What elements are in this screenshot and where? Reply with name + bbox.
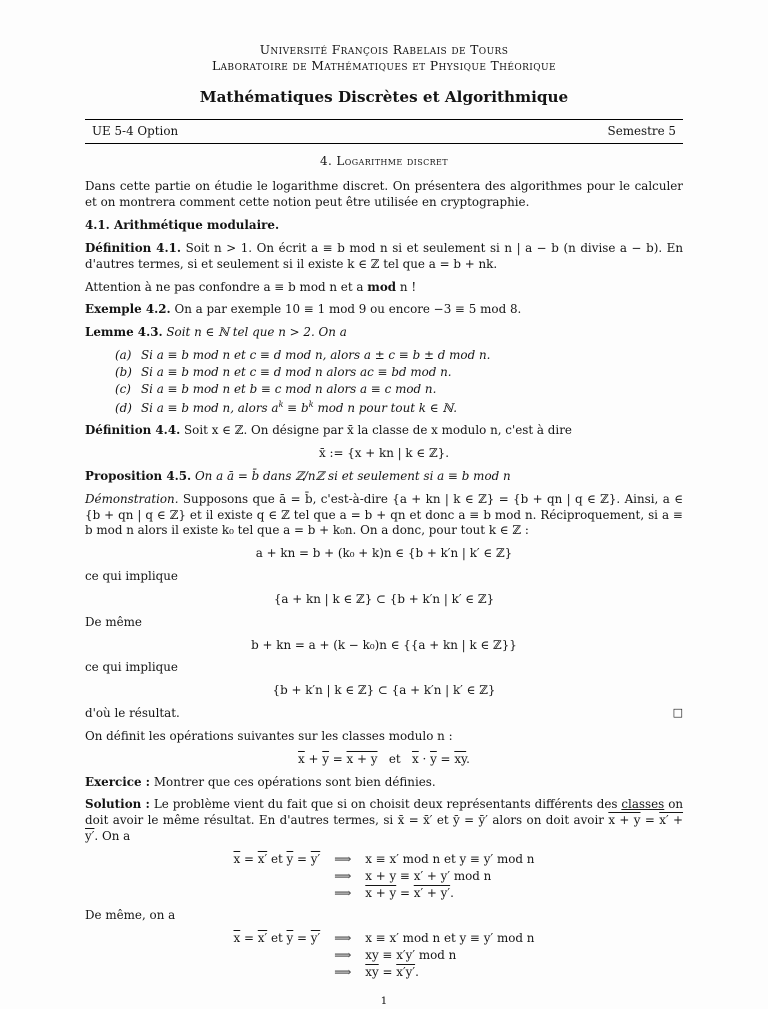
attention-note: Attention à ne pas confondre a ≡ b mod n et a mod n ! xyxy=(85,279,417,294)
implies-arrow: ⟹ xyxy=(334,885,352,900)
proof-formula-1: a + kn = b + (k₀ + k)n ∈ {b + k′n | k′ ∈ ℤ} xyxy=(255,546,513,561)
derivation-spacer xyxy=(234,948,321,964)
proof-formula-3: b + kn = a + (k − k₀)n ∈ {{a + kn | k ∈ ℤ}} xyxy=(251,637,517,652)
lemma-4-3-label: Lemme 4.3. xyxy=(85,325,163,340)
proof-body: Supposons que ā = b̄, c'est-à-dire {a + kn | k ∈ ℤ} = {b + qn | q ∈ ℤ}. Ainsi, a ∈ {b + qn | q ∈ ℤ} et il existe q ∈ ℤ tel que a = b + qn et donc a ≡ b mod n. Réciproquement, si a ≡ b mod n alors il existe k₀ tel que a = b + k₀n. On a donc, pour tout k ∈ ℤ : xyxy=(85,491,683,538)
lemma-item-b-text: Si a ≡ b mod n et c ≡ d mod n alors ac ≡ bd mod n. xyxy=(141,364,452,379)
lemma-item-a-label: (a) xyxy=(115,348,132,363)
implies-arrow: ⟹ xyxy=(334,948,352,963)
intro-paragraph: Dans cette partie on étudie le logarithme discret. On présentera des algorithmes pour le calculer et on montrera comment cette notion peut être utilisée en cryptographie. xyxy=(85,179,683,210)
definition-4-1-body: Soit n > 1. On écrit a ≡ b mod n si et seulement si n | a − b (n divise a − b). En d'autres termes, si et seulement si il existe k ∈ ℤ tel que a = b + nk. xyxy=(85,240,684,271)
proof-connector-2: De même xyxy=(85,614,142,629)
lemma-item-a-text: Si a ≡ b mod n et c ≡ d mod n, alors a ± c ≡ b ± d mod n. xyxy=(141,348,491,363)
institution-name: Université François Rabelais de Tours xyxy=(259,43,509,57)
derivation-1-row-1-right: x ≡ x′ mod n et y ≡ y′ mod n xyxy=(365,851,535,866)
derivation-2-row-1-right: x ≡ x′ mod n et y ≡ y′ mod n xyxy=(365,931,535,946)
page-number: 1 xyxy=(380,994,388,1007)
section-heading: 4. Logarithme discret xyxy=(319,154,449,169)
lemma-4-3-list xyxy=(115,348,683,416)
subsection-heading xyxy=(85,218,683,234)
definition-4-4-body: Soit x ∈ ℤ. On désigne par x̄ la classe de x modulo n, c'est à dire xyxy=(184,423,572,438)
exercise-body: Montrer que ces opérations sont bien définies. xyxy=(153,774,436,789)
solution-paragraph xyxy=(85,797,683,844)
proposition-4-5-body: On a ā = b̄ dans ℤ/nℤ si et seulement si a ≡ b mod n xyxy=(194,469,511,483)
course-info-bar xyxy=(85,119,683,145)
definition-4-4 xyxy=(85,423,683,439)
subsection-title: 4.1. Arithmétique modulaire. xyxy=(85,218,280,233)
lemma-4-3 xyxy=(85,325,683,341)
definition-4-1 xyxy=(85,241,683,273)
proof-label: Démonstration. xyxy=(85,491,179,506)
derivation-2-row-2-right: xy ≡ x′y′ mod n xyxy=(365,948,457,963)
document-header xyxy=(85,42,683,144)
lemma-item-b-label: (b) xyxy=(115,364,132,379)
solution-derivation-2 xyxy=(234,931,535,980)
derivation-2-row-1-left: $\overline{x} = x'$ et $\overline{y} = y'$ xyxy=(233,931,321,946)
example-4-2-body: On a par exemple 10 ≡ 1 mod 9 ou encore −3 ≡ 5 mod 8. xyxy=(174,302,522,317)
definition-4-1-label: Définition 4.1. xyxy=(85,240,182,255)
laboratory-name: Laboratoire de Mathématiques et Physique Théorique xyxy=(212,59,556,74)
lemma-item-c-label: (c) xyxy=(115,381,131,396)
derivation-spacer xyxy=(234,869,321,885)
derivation-1-row-1-left: $\overline{x} = x'$ et $\overline{y} = y'$ xyxy=(233,851,321,866)
derivation-1-row-3-right: x + y = x′ + y′. xyxy=(365,885,454,900)
solution-body: Le problème vient du fait que si on choisit deux représentants différents des classes on doit avoir le même résultat. En d'autres termes, si x̄ = x̄′ et ȳ = ȳ′ alors on doit avoir x + y = x′ + y′. On a xyxy=(85,797,684,844)
exercise xyxy=(85,775,683,791)
definition-4-4-formula: x̄ := {x + kn | k ∈ ℤ}. xyxy=(318,446,450,461)
proof-conclusion xyxy=(85,706,683,722)
implies-arrow: ⟹ xyxy=(334,868,352,883)
proof-formula-4: {b + k′n | k ∈ ℤ} ⊂ {a + k′n | k′ ∈ ℤ} xyxy=(272,683,496,698)
exercise-label: Exercice : xyxy=(85,774,151,789)
document-title: Mathématiques Discrètes et Algorithmique xyxy=(199,88,569,107)
proof-paragraph xyxy=(85,492,683,539)
proof-formula-2: {a + kn | k ∈ ℤ} ⊂ {b + k′n | k′ ∈ ℤ} xyxy=(273,591,495,606)
lemma-item-d xyxy=(115,399,683,417)
lemma-item-c-text: Si a ≡ b mod n et b ≡ c mod n alors a ≡ c mod n. xyxy=(141,381,437,396)
lemma-4-3-body: Soit n ∈ ℕ tel que n > 2. On a xyxy=(166,325,347,340)
derivation-spacer xyxy=(234,965,321,981)
derivation-1-row-2-right: x + y ≡ x′ + y′ mod n xyxy=(365,868,492,883)
example-4-2 xyxy=(85,302,683,318)
proof-connector-1: ce qui implique xyxy=(85,569,178,584)
implies-arrow: ⟹ xyxy=(334,851,352,866)
proposition-4-5-label: Proposition 4.5. xyxy=(85,469,192,483)
solution-label: Solution : xyxy=(85,797,150,812)
lemma-item-a xyxy=(115,348,683,364)
implies-arrow: ⟹ xyxy=(334,931,352,946)
solution-derivation-1 xyxy=(234,852,535,901)
proposition-4-5 xyxy=(85,469,683,485)
operations-intro: On définit les opérations suivantes sur les classes modulo n : xyxy=(85,728,453,743)
definition-4-4-label: Définition 4.4. xyxy=(85,423,181,438)
derivation-2-row-3-right: $\overline{xy} = x'y'$. xyxy=(365,964,419,979)
operations-formula: $\overline{x} + \overline{y} = x + y$ et $\overline{x} \cdot \overline{y} = \overline{xy}$. xyxy=(298,751,470,766)
semester-label: Semestre 5 xyxy=(607,123,676,138)
lemma-item-d-text: Si a ≡ b mod n, alors $a^k \equiv b^k$ mod n pour tout k ∈ ℕ. xyxy=(141,398,458,415)
lemma-item-d-label: (d) xyxy=(115,400,132,415)
course-code: UE 5-4 Option xyxy=(92,123,179,138)
lemma-item-b xyxy=(115,365,683,381)
example-4-2-label: Exemple 4.2. xyxy=(85,302,171,317)
lemma-item-c xyxy=(115,382,683,398)
de-meme-text: De même, on a xyxy=(85,908,176,923)
derivation-spacer xyxy=(234,886,321,902)
implies-arrow: ⟹ xyxy=(334,964,352,979)
qed-symbol: □ xyxy=(672,706,683,720)
proof-conclusion-text: d'où le résultat. xyxy=(85,706,180,721)
proof-connector-3: ce qui implique xyxy=(85,660,178,675)
